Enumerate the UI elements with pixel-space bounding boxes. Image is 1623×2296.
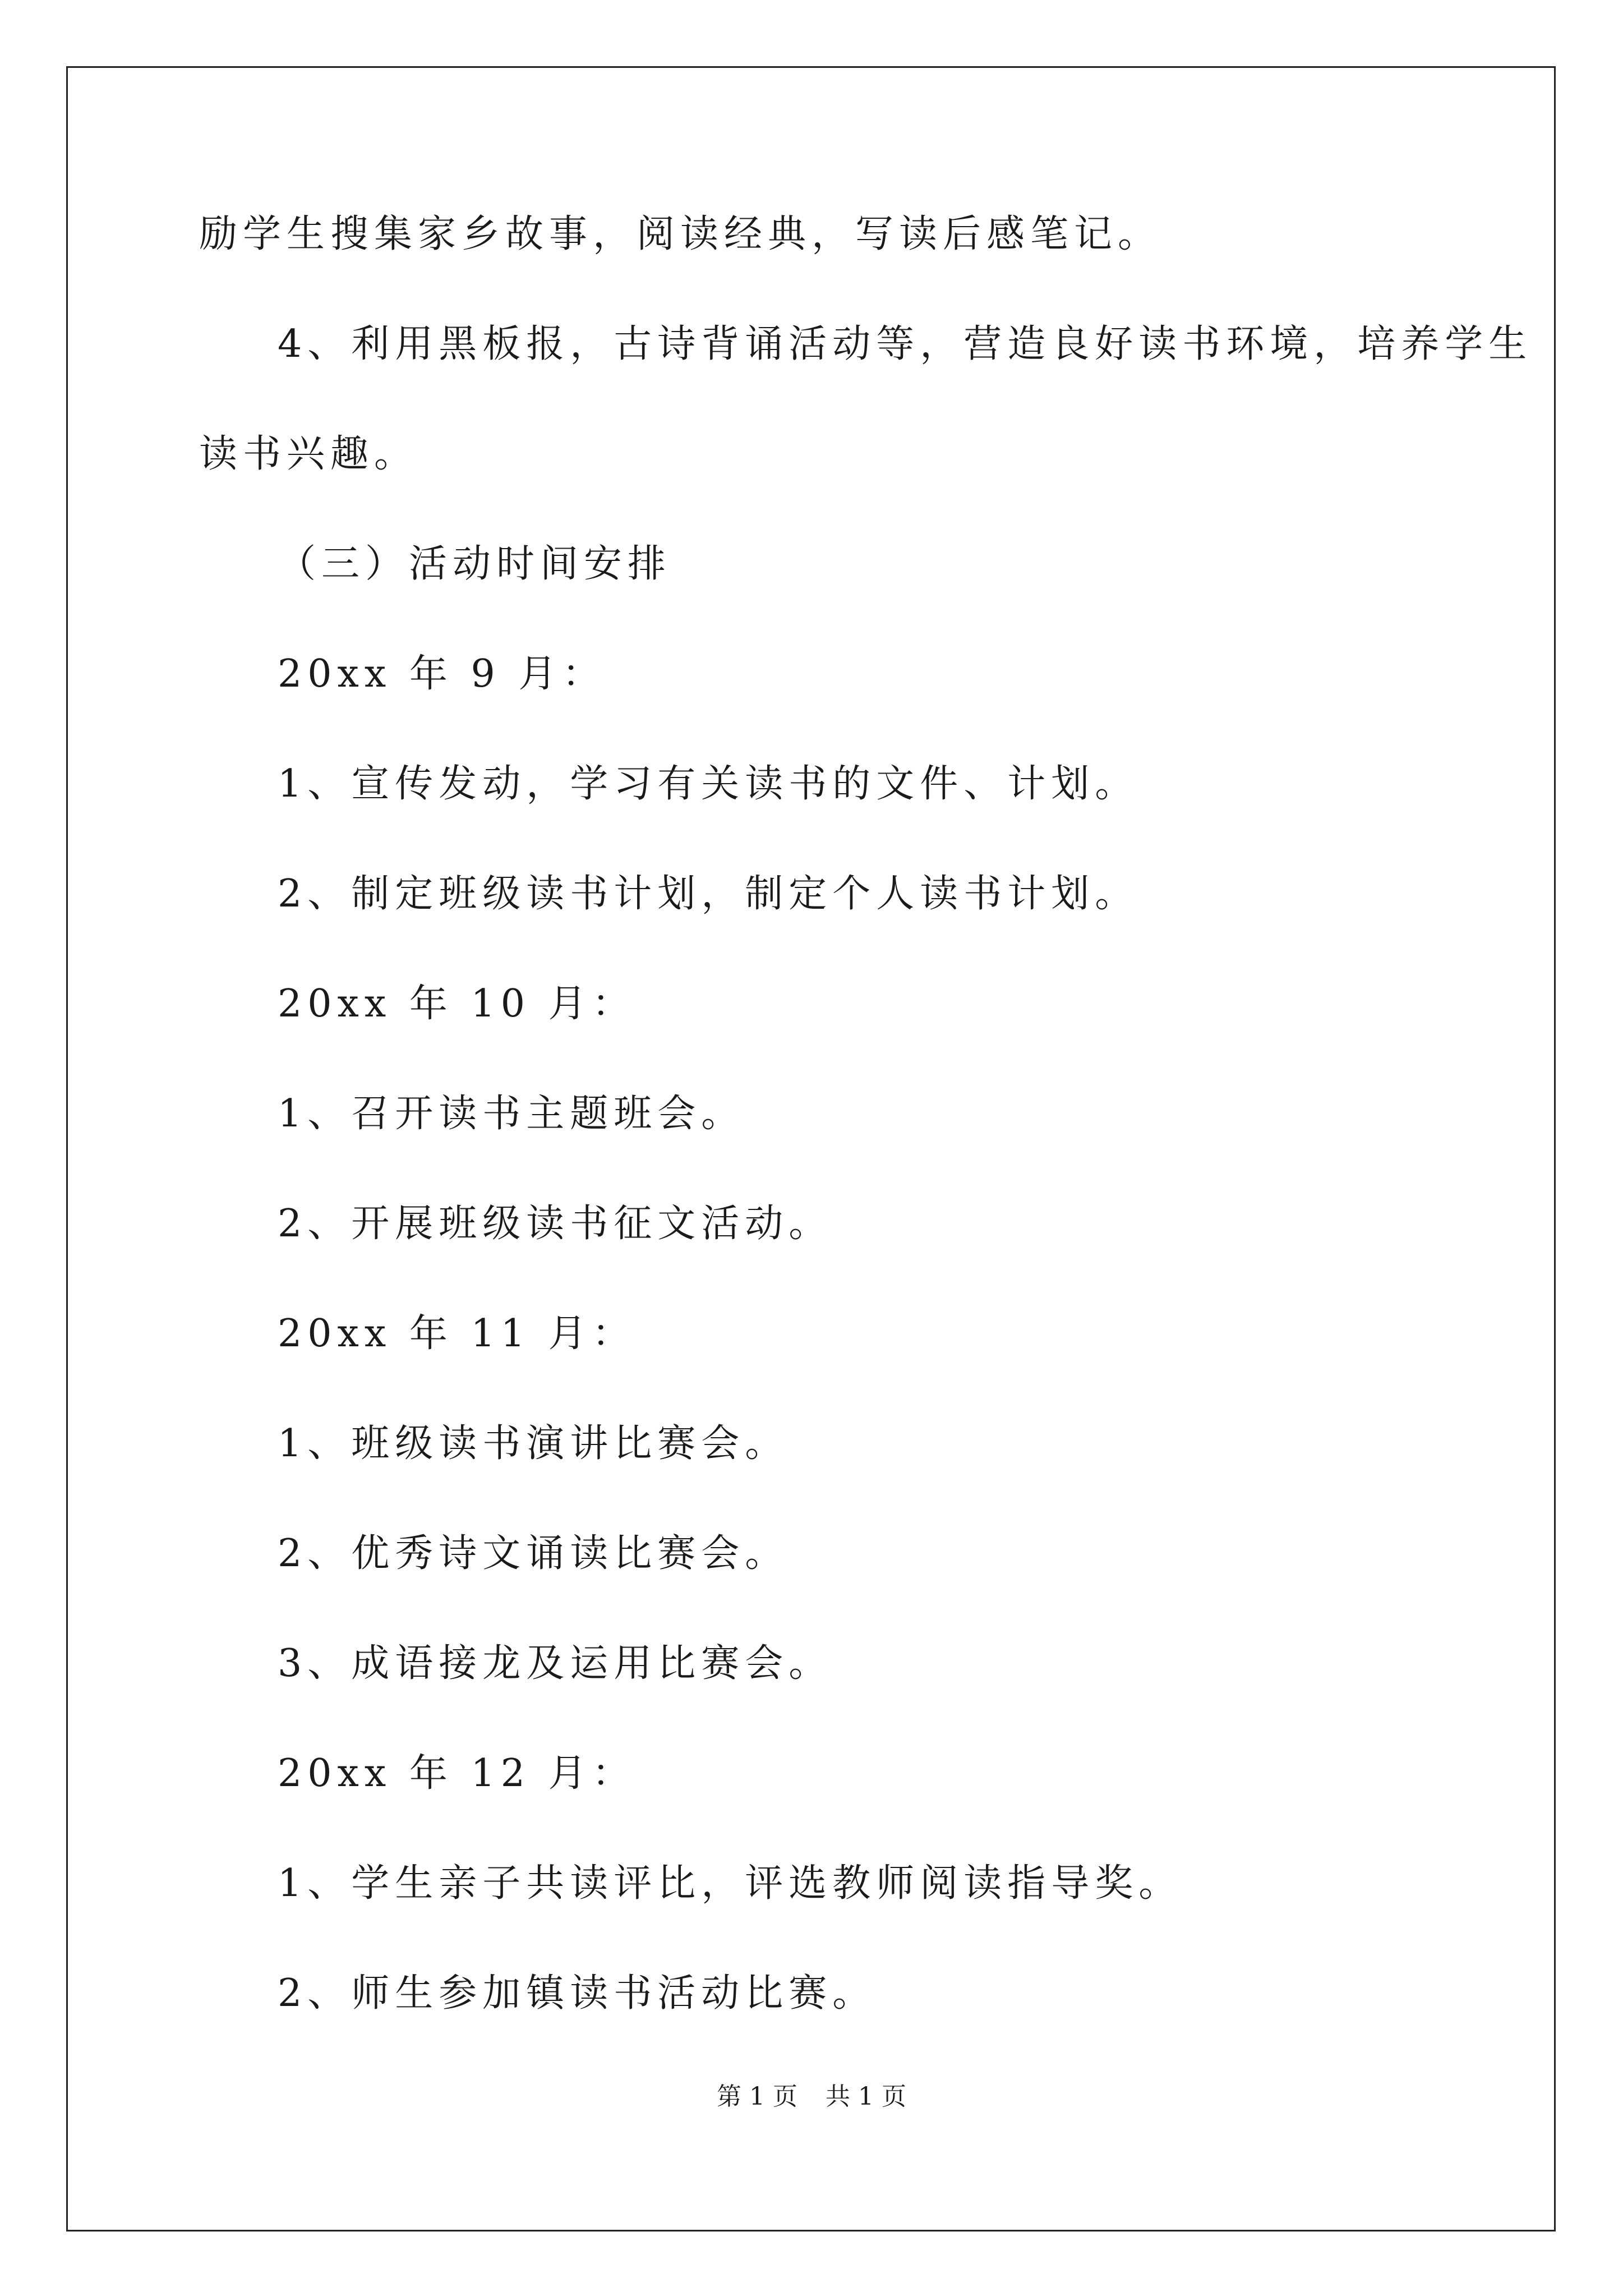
paragraph-line: 4、利用黑板报，古诗背诵活动等，营造良好读书环境，培养学生: [278, 322, 1533, 366]
list-item: 2、师生参加镇读书活动比赛。: [278, 1971, 877, 2016]
list-item: 1、班级读书演讲比赛会。: [278, 1421, 789, 1466]
list-item: 2、开展班级读书征文活动。: [278, 1202, 833, 1246]
list-item: 3、成语接龙及运用比赛会。: [278, 1641, 833, 1686]
list-item: 1、召开读书主题班会。: [278, 1092, 745, 1136]
month-heading: 20xx 年 10 月：: [278, 982, 636, 1026]
month-heading: 20xx 年 9 月：: [278, 652, 606, 696]
list-item: 1、学生亲子共读评比，评选教师阅读指导奖。: [278, 1861, 1183, 1906]
page-number-current: 第 1 页: [717, 2082, 797, 2111]
month-heading: 20xx 年 11 月：: [278, 1312, 636, 1356]
page-number-total: 共 1 页: [826, 2082, 906, 2111]
paragraph-line: 励学生搜集家乡故事，阅读经典，写读后感笔记。: [199, 212, 1162, 256]
month-heading: 20xx 年 12 月：: [278, 1751, 636, 1796]
page-footer: [0, 2080, 1623, 2114]
paragraph-line: 读书兴趣。: [199, 432, 418, 476]
list-item: 2、制定班级读书计划，制定个人读书计划。: [278, 872, 1139, 916]
list-item: 1、宣传发动，学习有关读书的文件、计划。: [278, 762, 1139, 806]
list-item: 2、优秀诗文诵读比赛会。: [278, 1531, 789, 1576]
section-heading: （三）活动时间安排: [278, 542, 672, 586]
